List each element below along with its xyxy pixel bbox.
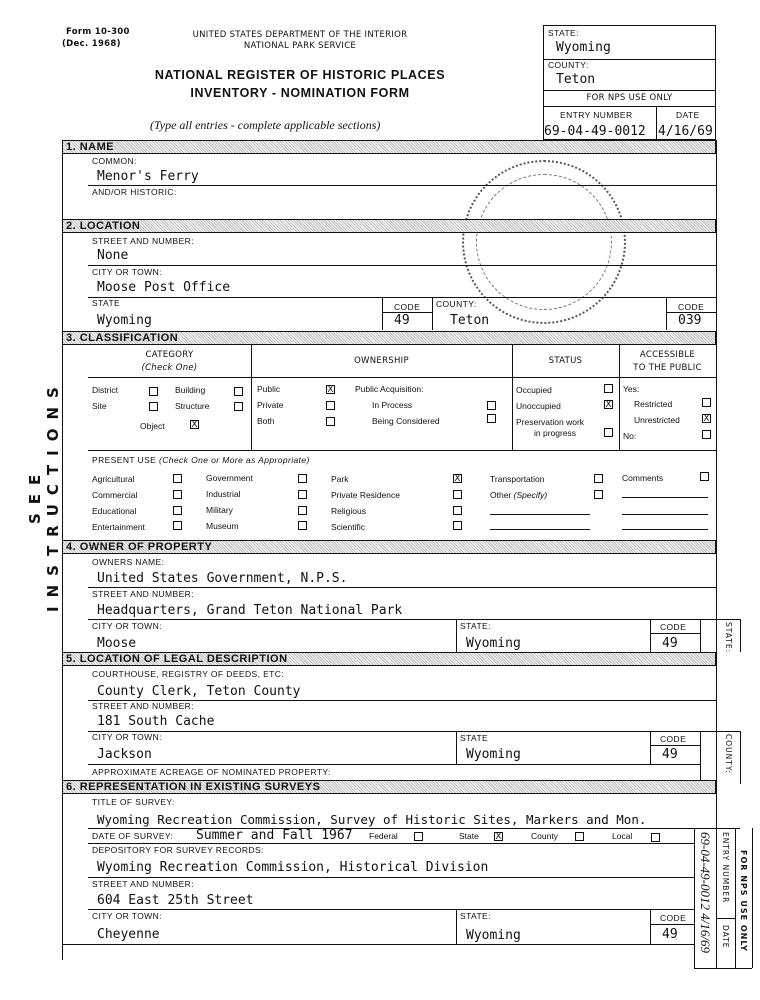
legal-state-label: STATE — [460, 733, 489, 743]
access-unrestricted: Unrestricted — [634, 415, 680, 425]
survey-date: Summer and Fall 1967 — [196, 828, 353, 843]
status-label: STATUS — [548, 356, 583, 366]
in-progress: in progress — [534, 428, 577, 438]
legal-street: 181 South Cache — [97, 714, 215, 729]
use-industrial: Industrial — [206, 489, 241, 499]
public-acquisition: Public Acquisition: — [355, 384, 424, 394]
private-checkbox[interactable] — [326, 401, 335, 410]
county-checkbox[interactable] — [575, 832, 584, 841]
category-label: CATEGORY — [145, 350, 194, 360]
form-subtitle: INVENTORY - NOMINATION FORM — [190, 86, 410, 100]
owner-city-label: CITY OR TOWN: — [92, 621, 162, 631]
both-checkbox[interactable] — [326, 417, 335, 426]
loc-county: Teton — [450, 313, 490, 328]
loc-ccode: 039 — [678, 313, 702, 328]
use-scientific: Scientific — [331, 522, 366, 532]
accessible-label: ACCESSIBLE — [639, 350, 696, 360]
owner-state-label: STATE: — [460, 621, 491, 631]
use-agricultural: Agricultural — [92, 474, 135, 484]
loc-ccode-label: CODE — [678, 302, 705, 312]
object-checkbox[interactable]: X — [191, 420, 198, 430]
dep-state: Wyoming — [466, 928, 521, 943]
section-1-header: 1. NAME — [62, 140, 716, 154]
loc-code-label: CODE — [394, 302, 421, 312]
museum-checkbox[interactable] — [298, 521, 307, 530]
side-state-label: STATE: — [724, 622, 733, 654]
ownership-public: Public — [257, 384, 281, 394]
in-process: In Process — [372, 400, 413, 410]
use-government: Government — [206, 473, 253, 483]
unoccupied-checkbox[interactable]: X — [605, 400, 612, 410]
comments-checkbox[interactable] — [700, 472, 709, 481]
being-considered: Being Considered — [372, 416, 440, 426]
access-no-checkbox[interactable] — [702, 430, 711, 439]
park-checkbox[interactable]: X — [454, 474, 461, 484]
ownership-label: OWNERSHIP — [354, 356, 409, 366]
courthouse: County Clerk, Teton County — [97, 684, 301, 699]
survey-local: Local — [612, 831, 633, 841]
box-state-label: STATE: — [548, 28, 579, 38]
handwritten-entry: 69-04-49-0012 4/16/69 — [698, 832, 713, 953]
access-restricted: Restricted — [634, 399, 673, 409]
section-3-header: 3. CLASSIFICATION — [62, 331, 716, 345]
historic-label: AND/OR HISTORIC: — [92, 187, 177, 197]
unrestricted-checkbox[interactable]: X — [703, 414, 710, 424]
use-educational: Educational — [92, 506, 137, 516]
use-comments: Comments — [622, 473, 664, 483]
use-transportation: Transportation — [490, 474, 545, 484]
see-instructions: SEE INSTRUCTIONS — [26, 378, 62, 612]
military-checkbox[interactable] — [298, 506, 307, 515]
dep-state-label: STATE: — [460, 911, 491, 921]
depository-label: DEPOSITORY FOR SURVEY RECORDS: — [92, 845, 264, 855]
occupied-checkbox[interactable] — [604, 384, 613, 393]
dep-street-label: STREET AND NUMBER: — [92, 879, 194, 889]
owner-state: Wyoming — [466, 636, 521, 651]
side-entry-number: ENTRY NUMBER — [721, 832, 730, 904]
entry-date: 4/16/69 — [658, 124, 713, 139]
box-county-label: COUNTY: — [548, 60, 589, 70]
entry-number: 69-04-49-0012 — [544, 124, 646, 139]
use-other: Other (Specify) — [490, 490, 548, 500]
loc-state-label: STATE — [92, 298, 121, 308]
department: UNITED STATES DEPARTMENT OF THE INTERIOR — [192, 30, 408, 40]
public-checkbox[interactable]: X — [327, 385, 334, 395]
depository: Wyoming Recreation Commission, Historical Division — [97, 860, 489, 875]
entertainment-checkbox[interactable] — [173, 521, 182, 530]
federal-checkbox[interactable] — [414, 832, 423, 841]
legal-city: Jackson — [97, 747, 152, 762]
category-object: Object — [140, 421, 165, 431]
preservation-checkbox[interactable] — [604, 428, 613, 437]
survey-date-label: DATE OF SURVEY: — [92, 831, 174, 841]
transportation-checkbox[interactable] — [594, 474, 603, 483]
loc-city: Moose Post Office — [97, 280, 231, 295]
dep-city: Cheyenne — [97, 927, 160, 942]
to-public-label: TO THE PUBLIC — [633, 363, 702, 373]
use-museum: Museum — [206, 521, 239, 531]
loc-code: 49 — [394, 313, 410, 328]
owner-street: Headquarters, Grand Teton National Park — [97, 603, 403, 618]
owner-name: United States Government, N.P.S. — [97, 571, 348, 586]
category-site: Site — [92, 401, 107, 411]
legal-code-label: CODE — [660, 734, 687, 744]
survey-state: State — [459, 831, 479, 841]
legal-street-label: STREET AND NUMBER: — [92, 701, 194, 711]
dep-city-label: CITY OR TOWN: — [92, 911, 162, 921]
survey-federal: Federal — [369, 831, 398, 841]
loc-street-label: STREET AND NUMBER: — [92, 236, 194, 246]
nps-use-label: FOR NPS USE ONLY — [586, 93, 673, 103]
religious-checkbox[interactable] — [453, 506, 462, 515]
check-one-label: (Check One) — [141, 363, 198, 373]
district-checkbox[interactable] — [149, 387, 158, 396]
owner-label: OWNERS NAME: — [92, 557, 165, 567]
industrial-checkbox[interactable] — [298, 490, 307, 499]
loc-city-label: CITY OR TOWN: — [92, 267, 162, 277]
service: NATIONAL PARK SERVICE — [243, 41, 357, 51]
survey-title: Wyoming Recreation Commission, Survey of Historic Sites, Markers and Mon. — [97, 812, 647, 827]
structure-checkbox[interactable] — [234, 402, 243, 411]
other-checkbox[interactable] — [594, 490, 603, 499]
use-commercial: Commercial — [92, 490, 138, 500]
category-structure: Structure — [175, 401, 210, 411]
legal-state: Wyoming — [466, 747, 521, 762]
category-district: District — [92, 385, 118, 395]
form-title: NATIONAL REGISTER OF HISTORIC PLACES — [154, 68, 446, 82]
use-entertainment: Entertainment — [92, 522, 145, 532]
acreage-label: APPROXIMATE ACREAGE OF NOMINATED PROPERTY: — [92, 767, 331, 777]
use-private-residence: Private Residence — [331, 490, 400, 500]
ownership-private: Private — [257, 400, 284, 410]
in-process-checkbox[interactable] — [487, 401, 496, 410]
common-name: Menor's Ferry — [97, 169, 199, 184]
access-yes: Yes: — [623, 384, 640, 394]
date-label: DATE — [676, 110, 700, 120]
section-5-header: 5. LOCATION OF LEGAL DESCRIPTION — [62, 652, 716, 666]
legal-city-label: CITY OR TOWN: — [92, 732, 162, 742]
access-no: No: — [623, 431, 637, 441]
status-occupied: Occupied — [516, 385, 552, 395]
building-checkbox[interactable] — [234, 387, 243, 396]
agricultural-checkbox[interactable] — [173, 474, 182, 483]
section-2-header: 2. LOCATION — [62, 219, 716, 233]
owner-street-label: STREET AND NUMBER: — [92, 589, 194, 599]
being-considered-checkbox[interactable] — [487, 414, 496, 423]
section-4-header: 4. OWNER OF PROPERTY — [62, 540, 716, 554]
use-religious: Religious — [331, 506, 366, 516]
use-park: Park — [331, 474, 349, 484]
dep-code: 49 — [662, 927, 678, 942]
side-date: DATE — [721, 925, 730, 949]
survey-county: County — [531, 831, 558, 841]
common-label: COMMON: — [92, 156, 137, 166]
side-county-label: COUNTY: — [724, 734, 733, 774]
section-6-header: 6. REPRESENTATION IN EXISTING SURVEYS — [62, 780, 716, 794]
site-checkbox[interactable] — [149, 402, 158, 411]
status-unoccupied: Unoccupied — [516, 401, 561, 411]
side-nps: FOR NPS USE ONLY — [739, 850, 748, 952]
ownership-both: Both — [257, 416, 275, 426]
preservation-work: Preservation work — [516, 417, 585, 427]
box-county-value: Teton — [556, 72, 596, 87]
commercial-checkbox[interactable] — [173, 490, 182, 499]
loc-state: Wyoming — [97, 313, 152, 328]
government-checkbox[interactable] — [298, 474, 307, 483]
survey-title-label: TITLE OF SURVEY: — [92, 797, 175, 807]
form-number: Form 10-300 — [66, 27, 130, 37]
owner-code-label: CODE — [660, 622, 687, 632]
entry-number-label: ENTRY NUMBER — [560, 110, 633, 120]
form-date: (Dec. 1968) — [62, 39, 121, 49]
loc-county-label: COUNTY: — [436, 299, 477, 309]
local-checkbox[interactable] — [651, 833, 660, 842]
owner-code: 49 — [662, 636, 678, 651]
category-building: Building — [175, 385, 206, 395]
courthouse-label: COURTHOUSE, REGISTRY OF DEEDS, ETC: — [92, 669, 285, 679]
box-state-value: Wyoming — [556, 40, 611, 55]
legal-code: 49 — [662, 747, 678, 762]
loc-street: None — [97, 248, 129, 263]
private-residence-checkbox[interactable] — [453, 490, 462, 499]
owner-city: Moose — [97, 636, 137, 651]
scientific-checkbox[interactable] — [453, 521, 462, 530]
dep-street: 604 East 25th Street — [97, 893, 254, 908]
dep-code-label: CODE — [660, 913, 687, 923]
state-checkbox[interactable]: X — [495, 832, 502, 842]
restricted-checkbox[interactable] — [702, 398, 711, 407]
received-stamp-inner — [476, 174, 612, 310]
present-use-label: PRESENT USE (Check One or More as Appropriate) — [92, 455, 310, 465]
instructions-line: (Type all entries - complete applicable sections) — [150, 118, 381, 132]
educational-checkbox[interactable] — [173, 506, 182, 515]
use-military: Military — [206, 505, 233, 515]
